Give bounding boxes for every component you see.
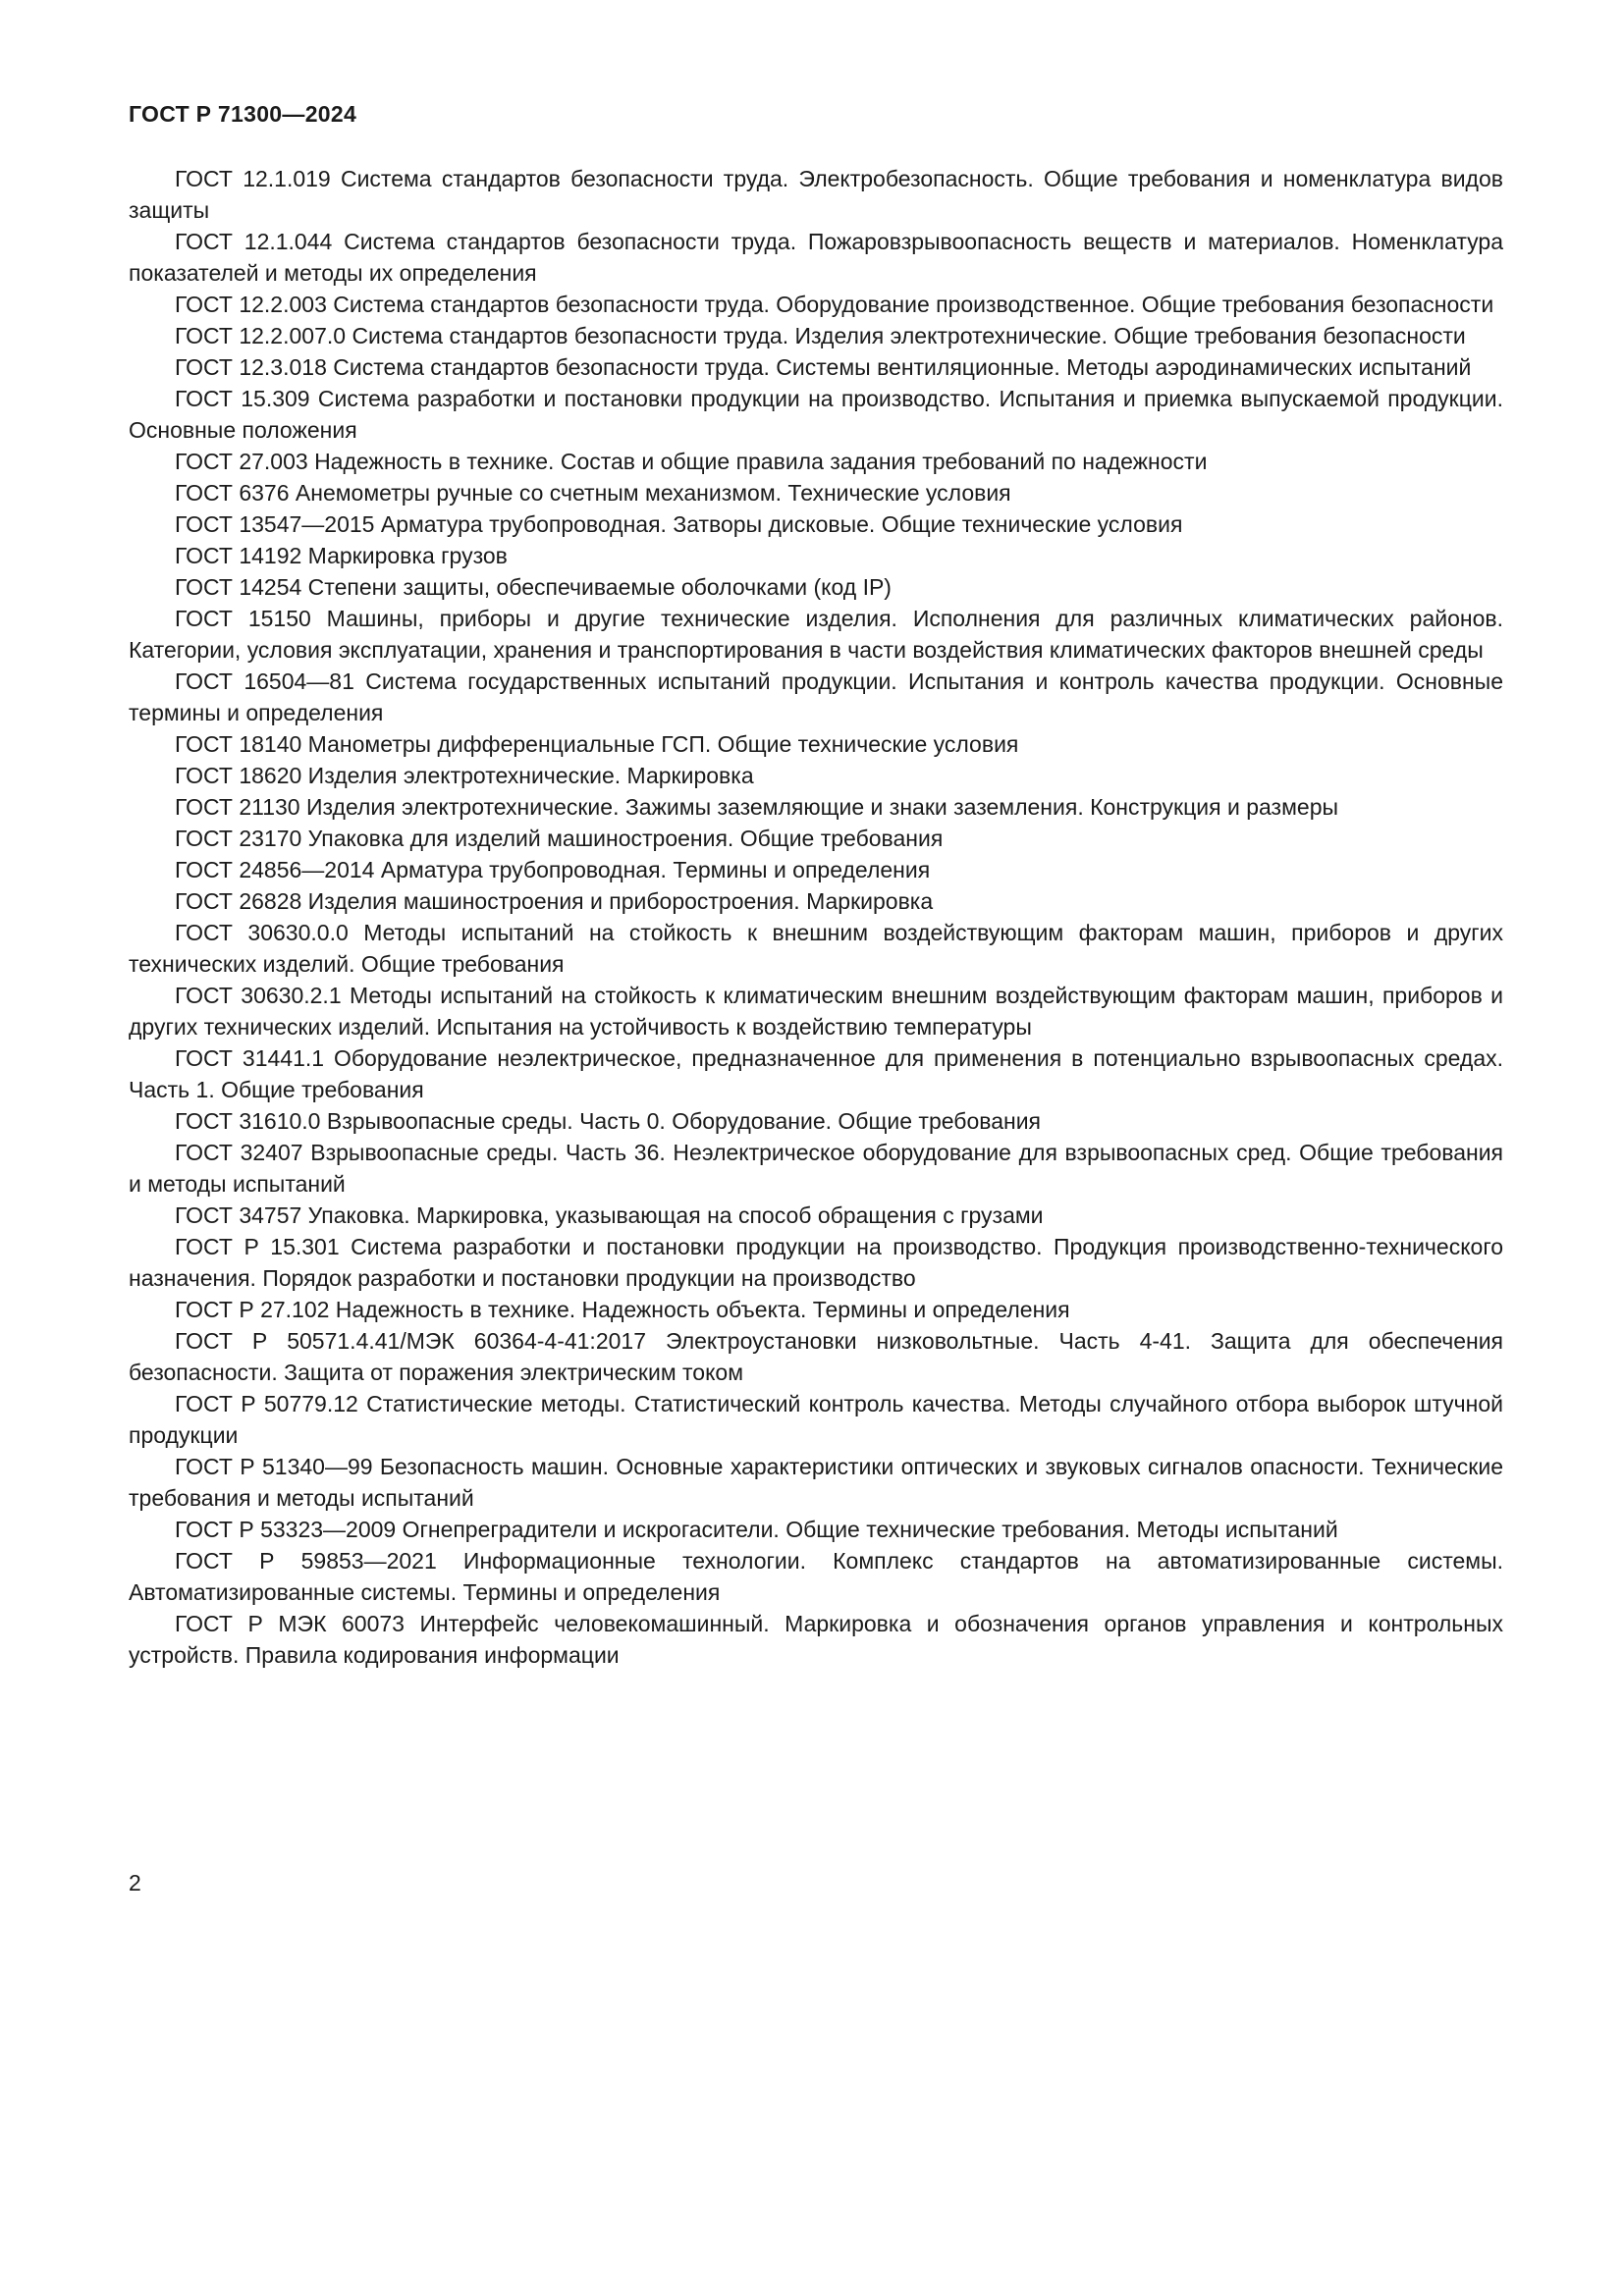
reference-item: ГОСТ 18140 Манометры дифференциальные ГСП. Общие технические условия	[175, 731, 1019, 757]
reference-item: ГОСТ 15150 Машины, приборы и другие технические изделия. Исполнения для различных климатических районов. Категории, условия эксплуатации, хранения и транспортирования в части воздействия климатических факторов внешней среды	[129, 606, 1503, 663]
reference-item: ГОСТ 27.003 Надежность в технике. Состав и общие правила задания требований по надежности	[175, 449, 1208, 474]
reference-item: ГОСТ 12.1.019 Система стандартов безопасности труда. Электробезопасность. Общие требования и номенклатура видов защиты	[129, 166, 1503, 223]
document-header: ГОСТ Р 71300—2024	[129, 101, 357, 127]
reference-item: ГОСТ 12.3.018 Система стандартов безопасности труда. Системы вентиляционные. Методы аэродинамических испытаний	[175, 354, 1472, 380]
reference-item: ГОСТ Р МЭК 60073 Интерфейс человекомашинный. Маркировка и обозначения органов управления и контрольных устройств. Правила кодирования информации	[129, 1611, 1503, 1668]
reference-item: ГОСТ 12.2.003 Система стандартов безопасности труда. Оборудование производственное. Общие требования безопасности	[175, 292, 1494, 317]
reference-item: ГОСТ Р 27.102 Надежность в технике. Надежность объекта. Термины и определения	[175, 1297, 1070, 1322]
reference-item: ГОСТ 24856—2014 Арматура трубопроводная. Термины и определения	[175, 857, 931, 882]
reference-item: ГОСТ 12.1.044 Система стандартов безопасности труда. Пожаровзрывоопасность веществ и материалов. Номенклатура показателей и методы их определения	[129, 229, 1503, 286]
reference-item: ГОСТ 30630.0.0 Методы испытаний на стойкость к внешним воздействующим факторам машин, приборов и других технических изделий. Общие требования	[129, 920, 1503, 977]
reference-item: ГОСТ 23170 Упаковка для изделий машиностроения. Общие требования	[175, 826, 944, 851]
reference-item: ГОСТ 16504—81 Система государственных испытаний продукции. Испытания и контроль качества продукции. Основные термины и определения	[129, 668, 1503, 725]
reference-item: ГОСТ 14192 Маркировка грузов	[175, 543, 508, 568]
reference-item: ГОСТ 34757 Упаковка. Маркировка, указывающая на способ обращения с грузами	[175, 1202, 1044, 1228]
reference-item: ГОСТ Р 50779.12 Статистические методы. Статистический контроль качества. Методы случайного отбора выборок штучной продукции	[129, 1391, 1503, 1448]
reference-item: ГОСТ 31610.0 Взрывоопасные среды. Часть 0. Оборудование. Общие требования	[175, 1108, 1041, 1134]
reference-item: ГОСТ 32407 Взрывоопасные среды. Часть 36. Неэлектрическое оборудование для взрывоопасных сред. Общие требования и методы испытаний	[129, 1140, 1503, 1197]
reference-item: ГОСТ 31441.1 Оборудование неэлектрическое, предназначенное для применения в потенциально взрывоопасных средах. Часть 1. Общие требования	[129, 1045, 1503, 1102]
reference-item: ГОСТ 12.2.007.0 Система стандартов безопасности труда. Изделия электротехнические. Общие требования безопасности	[175, 323, 1466, 348]
reference-item: ГОСТ 15.309 Система разработки и постановки продукции на производство. Испытания и приемка выпускаемой продукции. Основные положения	[129, 386, 1503, 443]
reference-item: ГОСТ Р 15.301 Система разработки и постановки продукции на производство. Продукция производственно-технического назначения. Порядок разработки и постановки продукции на производство	[129, 1234, 1503, 1291]
reference-item: ГОСТ 14254 Степени защиты, обеспечиваемые оболочками (код IP)	[175, 574, 892, 600]
reference-item: ГОСТ 6376 Анемометры ручные со счетным механизмом. Технические условия	[175, 480, 1011, 506]
reference-item: ГОСТ Р 50571.4.41/МЭК 60364-4-41:2017 Электроустановки низковольтные. Часть 4-41. Защита для обеспечения безопасности. Защита от поражения электрическим током	[129, 1328, 1503, 1385]
reference-item: ГОСТ 26828 Изделия машиностроения и приборостроения. Маркировка	[175, 888, 934, 914]
reference-item: ГОСТ 30630.2.1 Методы испытаний на стойкость к климатическим внешним воздействующим факторам машин, приборов и других технических изделий. Испытания на устойчивость к воздействию температуры	[129, 983, 1503, 1040]
reference-item: ГОСТ 18620 Изделия электротехнические. Маркировка	[175, 763, 754, 788]
page-content	[129, 101, 1503, 1671]
reference-item: ГОСТ 13547—2015 Арматура трубопроводная. Затворы дисковые. Общие технические условия	[175, 511, 1183, 537]
reference-item: ГОСТ Р 51340—99 Безопасность машин. Основные характеристики оптических и звуковых сигналов опасности. Технические требования и методы испытаний	[129, 1454, 1503, 1511]
reference-item: ГОСТ 21130 Изделия электротехнические. Зажимы заземляющие и знаки заземления. Конструкция и размеры	[175, 794, 1339, 820]
reference-item: ГОСТ Р 59853—2021 Информационные технологии. Комплекс стандартов на автоматизированные системы. Автоматизированные системы. Термины и определения	[129, 1548, 1503, 1605]
reference-item: ГОСТ Р 53323—2009 Огнепреградители и искрогасители. Общие технические требования. Методы испытаний	[175, 1517, 1338, 1542]
page-number: 2	[129, 1870, 141, 1896]
references-list	[129, 163, 1503, 1671]
